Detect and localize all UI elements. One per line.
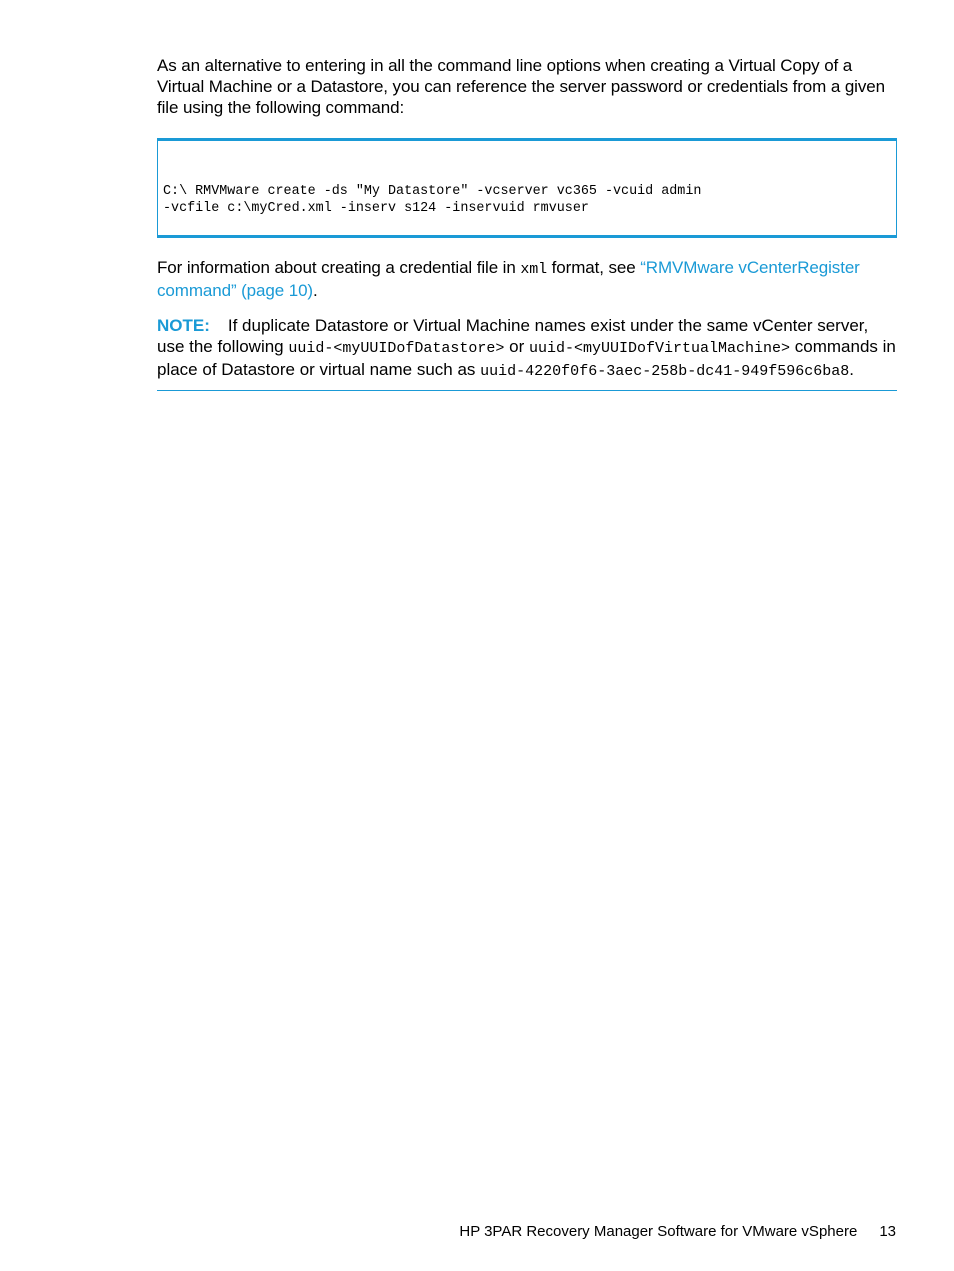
note-text-3: commands in place of Datastore or virtual name such as (157, 337, 896, 379)
info-text-middle: format, see (547, 258, 641, 277)
code-line-2: -vcfile c:\myCred.xml -inserv s124 -inservuid rmvuser (163, 201, 589, 216)
intro-paragraph: As an alternative to entering in all the command line options when creating a Virtual Copy of a Virtual Machine or a Datastore, you can reference the server password or credentials from a given file using the following command: (157, 56, 885, 117)
note-code-virtual-machine: uuid-<myUUIDofVirtualMachine> (528, 340, 791, 357)
xml-format-code: xml (520, 261, 548, 278)
vcenterregister-command-link[interactable]: “RMVMware vCenterRegister command” (page 10) (157, 258, 860, 300)
note-block (157, 315, 897, 391)
command-example (163, 183, 701, 217)
note-code-uuid-example: uuid-4220f0f6-3aec-258b-dc41-949f596c6ba8 (480, 363, 850, 380)
note-code-datastore: uuid-<myUUIDofDatastore> (288, 340, 505, 357)
page-footer (459, 1222, 896, 1242)
page-content (157, 55, 897, 391)
code-line-1: C:\ RMVMware create -ds "My Datastore" -vcserver vc365 -vcuid admin (163, 184, 702, 199)
note-text-4: . (849, 360, 854, 379)
info-text-before: For information about creating a credential file in (157, 258, 521, 277)
note-label: NOTE: (157, 316, 210, 335)
info-paragraph (157, 257, 897, 301)
note-text-1: If duplicate Datastore or Virtual Machine names exist under the same vCenter server, use the following (157, 316, 869, 356)
info-text-after: . (313, 281, 318, 300)
page-number: 13 (879, 1223, 896, 1240)
note-text-2: or (504, 337, 529, 356)
code-block (157, 138, 897, 238)
footer-title: HP 3PAR Recovery Manager Software for VMware vSphere (459, 1223, 858, 1240)
